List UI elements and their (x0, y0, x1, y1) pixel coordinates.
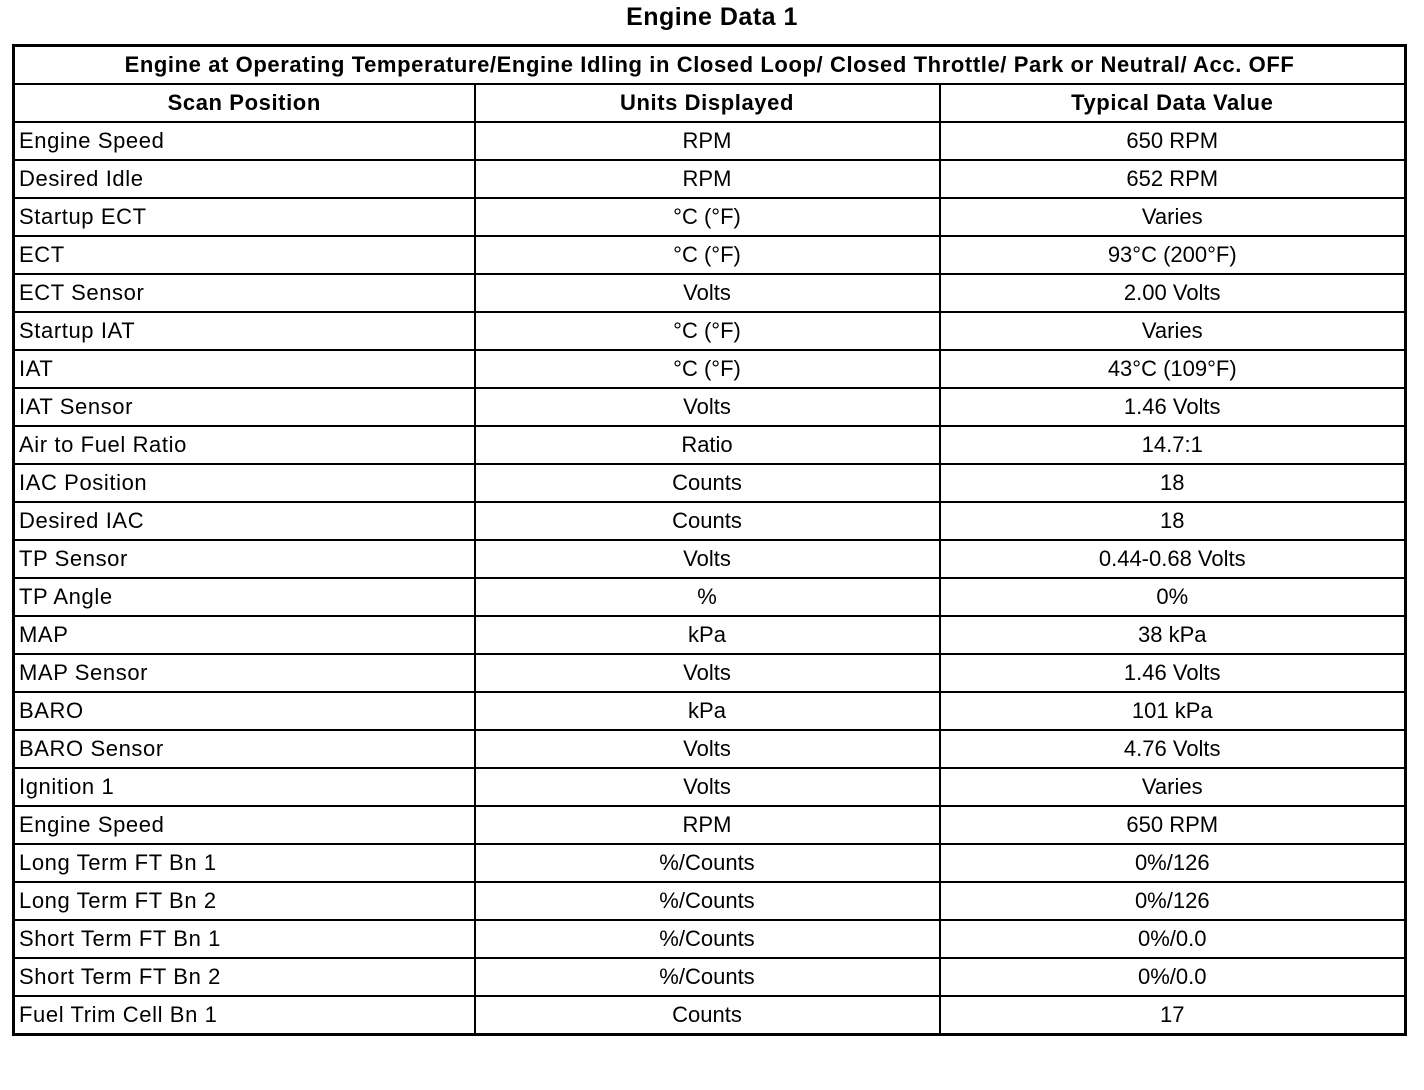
scan-position-cell: TP Sensor (14, 540, 475, 578)
table-row (14, 198, 1406, 236)
scan-position-cell: Long Term FT Bn 2 (14, 882, 475, 920)
typical-value-cell: Varies (940, 312, 1406, 350)
scan-position-cell: Ignition 1 (14, 768, 475, 806)
units-cell: Volts (475, 388, 940, 426)
table-row (14, 578, 1406, 616)
typical-value-cell: 38 kPa (940, 616, 1406, 654)
typical-value-cell: 0% (940, 578, 1406, 616)
units-cell: kPa (475, 692, 940, 730)
units-cell: Counts (475, 464, 940, 502)
typical-value-cell: 14.7:1 (940, 426, 1406, 464)
scan-position-cell: Fuel Trim Cell Bn 1 (14, 996, 475, 1035)
units-cell: Volts (475, 540, 940, 578)
units-cell: °C (°F) (475, 198, 940, 236)
scan-position-cell: IAT (14, 350, 475, 388)
scan-position-cell: ECT (14, 236, 475, 274)
typical-value-cell: 18 (940, 502, 1406, 540)
condition-header: Engine at Operating Temperature/Engine Idling in Closed Loop/ Closed Throttle/ Park or Neutral/ Acc. OFF (14, 46, 1406, 85)
scan-position-cell: BARO (14, 692, 475, 730)
typical-value-cell: 0%/0.0 (940, 920, 1406, 958)
scan-position-cell: Engine Speed (14, 806, 475, 844)
scan-position-cell: Desired IAC (14, 502, 475, 540)
table-row (14, 122, 1406, 160)
table-row (14, 160, 1406, 198)
units-cell: RPM (475, 122, 940, 160)
units-cell: RPM (475, 160, 940, 198)
scan-position-cell: Short Term FT Bn 1 (14, 920, 475, 958)
scan-position-cell: BARO Sensor (14, 730, 475, 768)
scan-position-cell: TP Angle (14, 578, 475, 616)
table-row (14, 388, 1406, 426)
units-cell: Counts (475, 996, 940, 1035)
scan-position-cell: Air to Fuel Ratio (14, 426, 475, 464)
units-cell: Counts (475, 502, 940, 540)
units-cell: °C (°F) (475, 312, 940, 350)
scan-position-cell: MAP Sensor (14, 654, 475, 692)
units-cell: Volts (475, 274, 940, 312)
units-cell: Volts (475, 730, 940, 768)
table-row (14, 312, 1406, 350)
scan-position-cell: Engine Speed (14, 122, 475, 160)
typical-value-cell: 17 (940, 996, 1406, 1035)
engine-data-table (12, 44, 1407, 1036)
units-cell: °C (°F) (475, 350, 940, 388)
typical-value-cell: 18 (940, 464, 1406, 502)
typical-value-cell: 101 kPa (940, 692, 1406, 730)
units-cell: Volts (475, 768, 940, 806)
scan-position-cell: ECT Sensor (14, 274, 475, 312)
scan-position-cell: MAP (14, 616, 475, 654)
table-row (14, 844, 1406, 882)
units-cell: %/Counts (475, 882, 940, 920)
units-displayed-header: Units Displayed (475, 84, 940, 122)
table-row (14, 654, 1406, 692)
table-row (14, 806, 1406, 844)
table-row (14, 882, 1406, 920)
units-cell: %/Counts (475, 958, 940, 996)
typical-value-cell: 650 RPM (940, 806, 1406, 844)
table-row (14, 464, 1406, 502)
table-row (14, 616, 1406, 654)
units-cell: %/Counts (475, 920, 940, 958)
table-row (14, 958, 1406, 996)
typical-value-cell: 43°C (109°F) (940, 350, 1406, 388)
typical-value-cell: 650 RPM (940, 122, 1406, 160)
table-row (14, 692, 1406, 730)
scan-position-cell: IAC Position (14, 464, 475, 502)
table-row (14, 768, 1406, 806)
scan-position-cell: Startup IAT (14, 312, 475, 350)
table-row (14, 426, 1406, 464)
typical-value-cell: Varies (940, 768, 1406, 806)
units-cell: °C (°F) (475, 236, 940, 274)
typical-value-cell: 1.46 Volts (940, 654, 1406, 692)
condition-row (14, 46, 1406, 85)
typical-value-cell: 1.46 Volts (940, 388, 1406, 426)
table-row (14, 996, 1406, 1035)
typical-value-cell: 0%/126 (940, 882, 1406, 920)
units-cell: kPa (475, 616, 940, 654)
scan-position-cell: Startup ECT (14, 198, 475, 236)
table-row (14, 540, 1406, 578)
typical-value-cell: 2.00 Volts (940, 274, 1406, 312)
table-row (14, 730, 1406, 768)
table-body (14, 122, 1406, 1035)
column-header-row (14, 84, 1406, 122)
scan-position-cell: IAT Sensor (14, 388, 475, 426)
typical-value-cell: 652 RPM (940, 160, 1406, 198)
scan-position-cell: Desired Idle (14, 160, 475, 198)
table-row (14, 236, 1406, 274)
typical-value-cell: 4.76 Volts (940, 730, 1406, 768)
units-cell: %/Counts (475, 844, 940, 882)
table-row (14, 274, 1406, 312)
units-cell: Volts (475, 654, 940, 692)
typical-value-cell: 0.44-0.68 Volts (940, 540, 1406, 578)
typical-value-cell: 93°C (200°F) (940, 236, 1406, 274)
units-cell: % (475, 578, 940, 616)
units-cell: Ratio (475, 426, 940, 464)
typical-value-cell: 0%/0.0 (940, 958, 1406, 996)
scan-position-header: Scan Position (14, 84, 475, 122)
typical-value-cell: Varies (940, 198, 1406, 236)
table-row (14, 920, 1406, 958)
typical-value-cell: 0%/126 (940, 844, 1406, 882)
table-row (14, 350, 1406, 388)
units-cell: RPM (475, 806, 940, 844)
scan-position-cell: Short Term FT Bn 2 (14, 958, 475, 996)
page-title: Engine Data 1 (626, 3, 798, 31)
scan-position-cell: Long Term FT Bn 1 (14, 844, 475, 882)
typical-value-header: Typical Data Value (940, 84, 1406, 122)
table-row (14, 502, 1406, 540)
